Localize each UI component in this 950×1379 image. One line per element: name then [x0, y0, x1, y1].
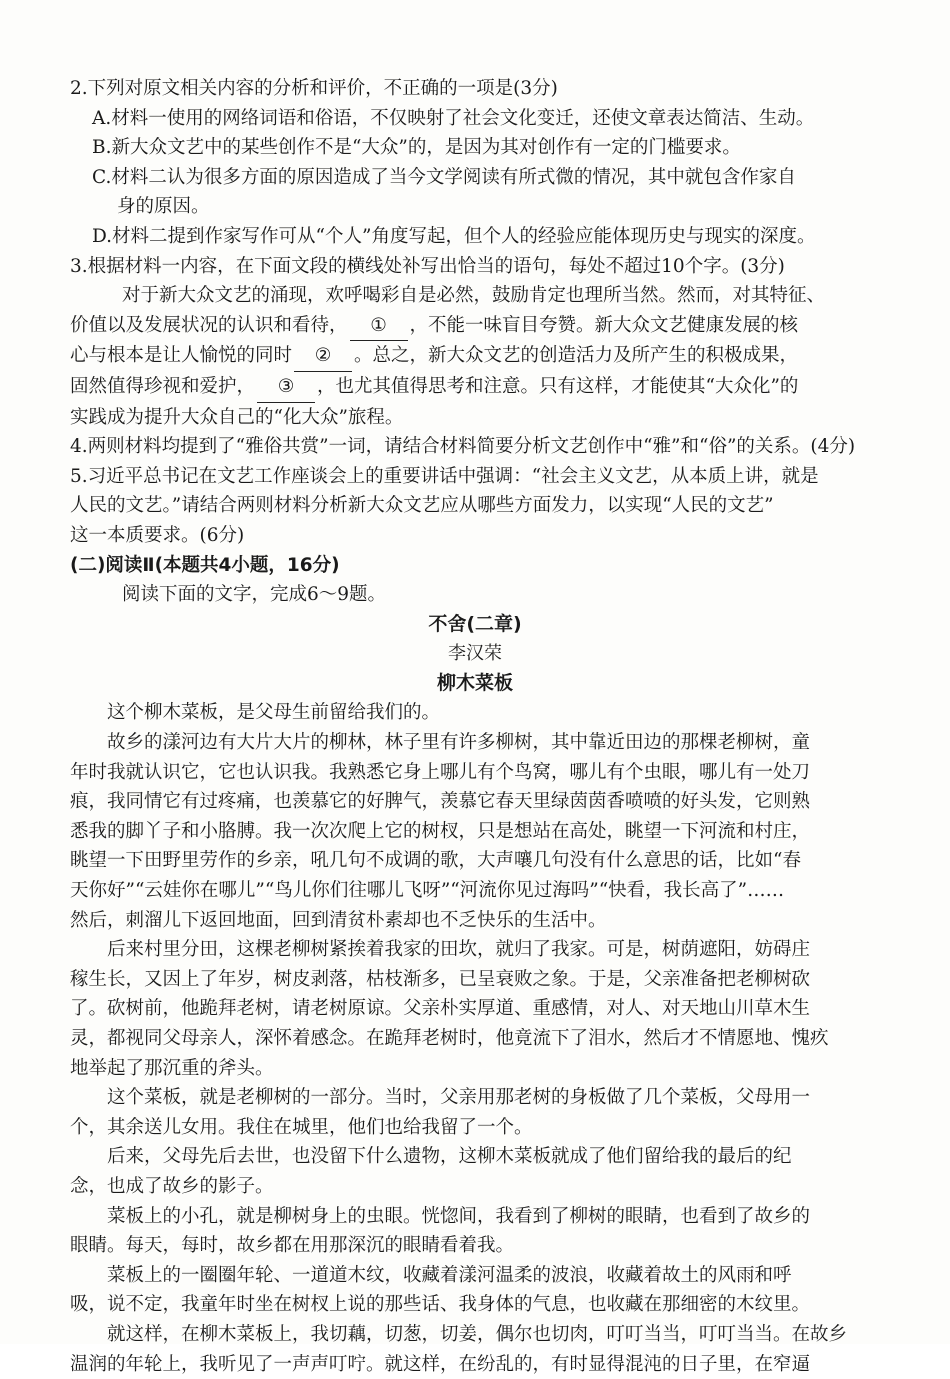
article-line: 就这样，在柳木菜板上，我切藕，切葱，切姜，偶尔也切肉，叮叮当当，叮叮当当。在故乡	[107, 1323, 848, 1345]
article-line: 眼睛。每天，每时，故乡都在用那深沉的眼睛看着我。	[70, 1235, 515, 1257]
question-5-stem-cont: 这一本质要求。(6分)	[70, 524, 245, 546]
passage-text: ，也尤其值得思考和注意。只有这样，才能使其“大众化”的	[317, 375, 799, 397]
article-line: 这个柳木菜板，是父母生前留给我们的。	[107, 702, 441, 724]
article-line: 天你好”“云娃你在哪儿”“鸟儿你们往哪儿飞呀”“河流你见过海吗”“快看，我长高了”……	[70, 880, 785, 902]
question-2-option-b: B.新大众文艺中的某些创作不是“大众”的，是因为其对创作有一定的门槛要求。	[92, 137, 741, 159]
article-line: 个，其余送儿女用。我住在城里，他们也给我留了一个。	[70, 1116, 533, 1138]
question-2-option-c-cont: 身的原因。	[117, 196, 210, 218]
question-4-stem: 4.两则材料均提到了“雅俗共赏”一词，请结合材料简要分析文艺创作中“雅”和“俗”的关系。(4分)	[70, 436, 856, 458]
question-2-stem: 2.下列对原文相关内容的分析和评价，不正确的一项是(3分)	[70, 78, 558, 99]
article-title: 不舍(二章)	[428, 612, 522, 635]
question-5-stem-cont: 人民的文艺。”请结合两则材料分析新大众文艺应从哪些方面发力，以实现“人民的文艺”	[70, 495, 774, 517]
article-line: 后来村里分田，这棵老柳树紧挨着我家的田坎，就归了我家。可是，树荫遮阳，妨碍庄	[107, 939, 811, 961]
article-line: 眺望一下田野里劳作的乡亲，吼几句不成调的歌，大声嚷几句没有什么意思的话，比如“春	[70, 850, 801, 872]
passage-text: 心与根本是让人愉悦的同时	[70, 345, 293, 367]
fill-blank-2: ②	[294, 341, 352, 372]
article-author: 李汉荣	[448, 643, 502, 665]
article-line: 后来，父母先后去世，也没留下什么遗物，这柳木菜板就成了他们留给我的最后的纪	[107, 1146, 792, 1168]
article-line: 稼生长，又因上了年岁，树皮剥落，枯枝渐多，已呈衰败之象。于是，父亲准备把老柳树砍	[70, 968, 811, 990]
article-line: 故乡的漾河边有大片大片的柳林，林子里有许多柳树，其中靠近田边的那棵老柳树，童	[107, 732, 811, 754]
question-2-option-c: C.材料二认为很多方面的原因造成了当今文学阅读有所式微的情况，其中就包含作家自	[92, 166, 796, 188]
question-3-passage-line	[70, 372, 880, 403]
article-body	[70, 698, 880, 1379]
question-2-option-a: A.材料一使用的网络词语和俗语，不仅映射了社会文化变迁，还使文章表达简洁、生动。	[92, 107, 815, 129]
passage-text: ，不能一味盲目夸赞。新大众文艺健康发展的核	[409, 314, 799, 336]
article-line: 这个菜板，就是老柳树的一部分。当时，父亲用那老树的身板做了几个菜板，父母用一	[107, 1087, 811, 1109]
fill-blank-3: ③	[257, 372, 315, 403]
article-line: 年时我就认识它，它也认识我。我熟悉它身上哪儿有个鸟窝，哪儿有个虫眼，哪儿有一处刀	[70, 761, 811, 783]
passage-text: 固然值得珍视和爱护，	[70, 375, 256, 397]
section-instruction: 阅读下面的文字，完成6～9题。	[122, 584, 387, 606]
question-3-passage-line	[70, 311, 880, 342]
article-line: 菜板上的小孔，就是柳树身上的虫眼。恍惚间，我看到了柳树的眼睛，也看到了故乡的	[107, 1205, 811, 1227]
question-3-passage-line: 实践成为提升大众自己的“化大众”旅程。	[70, 406, 404, 428]
passage-text: 价值以及发展状况的认识和看待，	[70, 314, 348, 336]
article-line: 吸，说不定，我童年时坐在树杈上说的那些话、我身体的气息，也收藏在那细密的木纹里。	[70, 1294, 811, 1316]
article-line: 地举起了那沉重的斧头。	[70, 1057, 274, 1079]
page-content	[70, 74, 880, 1379]
section-heading: (二)阅读Ⅱ(本题共4小题，16分)	[70, 554, 340, 576]
question-5-stem: 5.习近平总书记在文艺工作座谈会上的重要讲话中强调：“社会主义文艺，从本质上讲，就是	[70, 465, 819, 487]
article-line: 了。砍树前，他跪拜老树，请老树原谅。父亲朴实厚道、重感情，对人、对天地山川草木生	[70, 998, 811, 1020]
question-2-option-d: D.材料二提到作家写作可从“个人”角度写起，但个人的经验应能体现历史与现实的深度。	[92, 225, 816, 247]
question-3-stem: 3.根据材料一内容，在下面文段的横线处补写出恰当的语句，每处不超过10个字。(3分)	[70, 255, 785, 277]
article-line: 然后，刺溜儿下返回地面，回到清贫朴素却也不乏快乐的生活中。	[70, 909, 607, 931]
article-subtitle: 柳木菜板	[436, 671, 513, 694]
article-line: 菜板上的一圈圈年轮、一道道木纹，收藏着漾河温柔的波浪，收藏着故土的风雨和呼	[107, 1264, 792, 1286]
article-line: 痕，我同情它有过疼痛，也羡慕它的好脾气，羡慕它春天里绿茵茵香喷喷的好头发，它则熟	[70, 791, 811, 813]
article-line: 念，也成了故乡的影子。	[70, 1175, 274, 1197]
passage-text: 。总之，新大众文艺的创造活力及所产生的积极成果，	[354, 345, 799, 367]
question-3-passage-line: 对于新大众文艺的涌现，欢呼喝彩自是必然，鼓励肯定也理所当然。然而，对其特征、	[122, 285, 826, 307]
article-line: 灵，都视同父母亲人，深怀着感念。在跪拜老树时，他竟流下了泪水，然后才不情愿地、愧疚	[70, 1028, 829, 1049]
fill-blank-1: ①	[350, 311, 408, 342]
article-line: 悉我的脚丫子和小胳膊。我一次次爬上它的树杈，只是想站在高处，眺望一下河流和村庄，	[70, 820, 811, 842]
question-3-passage-line	[70, 341, 880, 372]
article-line: 温润的年轮上，我听见了一声声叮咛。就这样，在纷乱的，有时显得混沌的日子里，在窄逼	[70, 1353, 811, 1375]
